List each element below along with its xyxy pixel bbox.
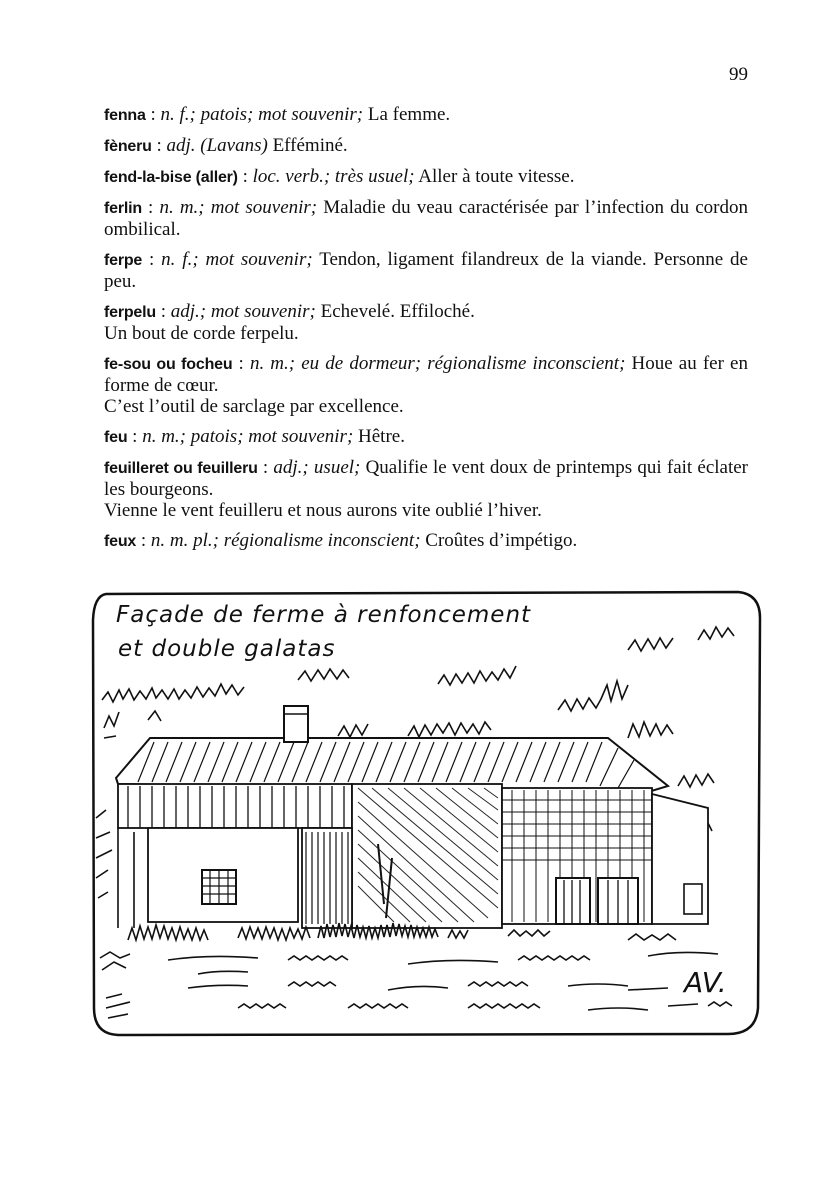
entry-definition: Croûtes d’impétigo. <box>420 530 578 551</box>
entry-definition: Aller à toute vitesse. <box>414 166 575 187</box>
entry-definition: Houe au fer en forme de cœur. <box>104 353 748 396</box>
entry-separator: : <box>155 301 171 322</box>
entry-separator: : <box>141 197 160 218</box>
entry-feux <box>104 530 748 552</box>
entry-grammar: adj. (Lavans) <box>166 135 268 156</box>
page-number: 99 <box>729 64 748 85</box>
entry-separator: : <box>127 426 143 447</box>
entry-grammar: adj.; usuel; <box>273 457 361 478</box>
entry-ferpe <box>104 249 748 292</box>
entry-definition: La femme. <box>363 104 451 125</box>
entry-ferlin <box>104 197 748 240</box>
entry-definition: Qualifie le vent doux de printemps qui fait éclater les bourgeons. <box>104 457 748 500</box>
dictionary-entries <box>104 104 748 561</box>
entry-definition: Maladie du veau caractérisée par l’infection du cordon ombilical. <box>104 197 748 240</box>
entry-headword: feux <box>104 533 137 550</box>
entry-headword: fenna <box>104 107 146 124</box>
entry-headword: feuilleret ou feuilleru <box>104 460 258 477</box>
entry-definition: Hêtre. <box>353 426 405 447</box>
entry-separator: : <box>232 353 250 374</box>
entry-grammar: n. m.; patois; mot souvenir; <box>142 426 354 447</box>
entry-feu <box>104 426 748 448</box>
entry-separator: : <box>237 166 253 187</box>
chimney <box>284 706 308 742</box>
entry-example: Un bout de corde ferpelu. <box>104 323 299 344</box>
entry-headword: fe-sou ou focheu <box>104 356 233 373</box>
barn-door <box>556 878 590 924</box>
farm-facade-illustration <box>88 588 764 1038</box>
entry-grammar: n. f.; mot souvenir; <box>161 249 313 270</box>
illustration-caption-line1: Façade de ferme à renfoncement <box>116 602 532 628</box>
entry-fe-sou <box>104 353 748 417</box>
entry-ferpelu <box>104 301 748 344</box>
entry-grammar: n. m.; eu de dormeur; régionalisme inconscient; <box>249 353 626 374</box>
entry-separator: : <box>257 457 274 478</box>
entry-fend-la-bise <box>104 166 748 188</box>
entry-separator: : <box>145 104 161 125</box>
entry-separator: : <box>136 530 151 551</box>
entry-grammar: n. m. pl.; régionalisme inconscient; <box>150 530 421 551</box>
entry-grammar: adj.; mot souvenir; <box>170 301 316 322</box>
entry-example: C’est l’outil de sarclage par excellence. <box>104 396 404 417</box>
entry-headword: ferlin <box>104 200 142 217</box>
entry-separator: : <box>151 135 167 156</box>
entry-example: Vienne le vent feuilleru et nous aurons vite oublié l’hiver. <box>104 500 542 521</box>
illustration-drawing <box>88 588 764 1038</box>
entry-definition: Echevelé. Effiloché. <box>315 301 475 322</box>
entry-feneru <box>104 135 748 157</box>
entry-headword: ferpe <box>104 252 143 269</box>
farm-roof <box>116 706 668 792</box>
entry-headword: fèneru <box>104 138 152 155</box>
entry-definition: Efféminé. <box>267 135 348 156</box>
artist-signature: AV. <box>684 966 727 999</box>
entry-definition: Tendon, ligament filandreux de la viande. Personne de peu. <box>104 249 748 292</box>
entry-fenna <box>104 104 748 126</box>
entry-separator: : <box>142 249 162 270</box>
entry-grammar: n. m.; mot souvenir; <box>159 197 318 218</box>
farm-walls <box>118 784 708 928</box>
illustration-caption-line2: et double galatas <box>118 636 336 662</box>
entry-grammar: loc. verb.; très usuel; <box>252 166 415 187</box>
entry-feuilleret <box>104 457 748 521</box>
entry-headword: ferpelu <box>104 304 156 321</box>
entry-headword: feu <box>104 429 128 446</box>
grass-scribbles <box>100 923 732 1018</box>
entry-headword: fend-la-bise (aller) <box>104 169 238 186</box>
entry-grammar: n. f.; patois; mot souvenir; <box>160 104 364 125</box>
